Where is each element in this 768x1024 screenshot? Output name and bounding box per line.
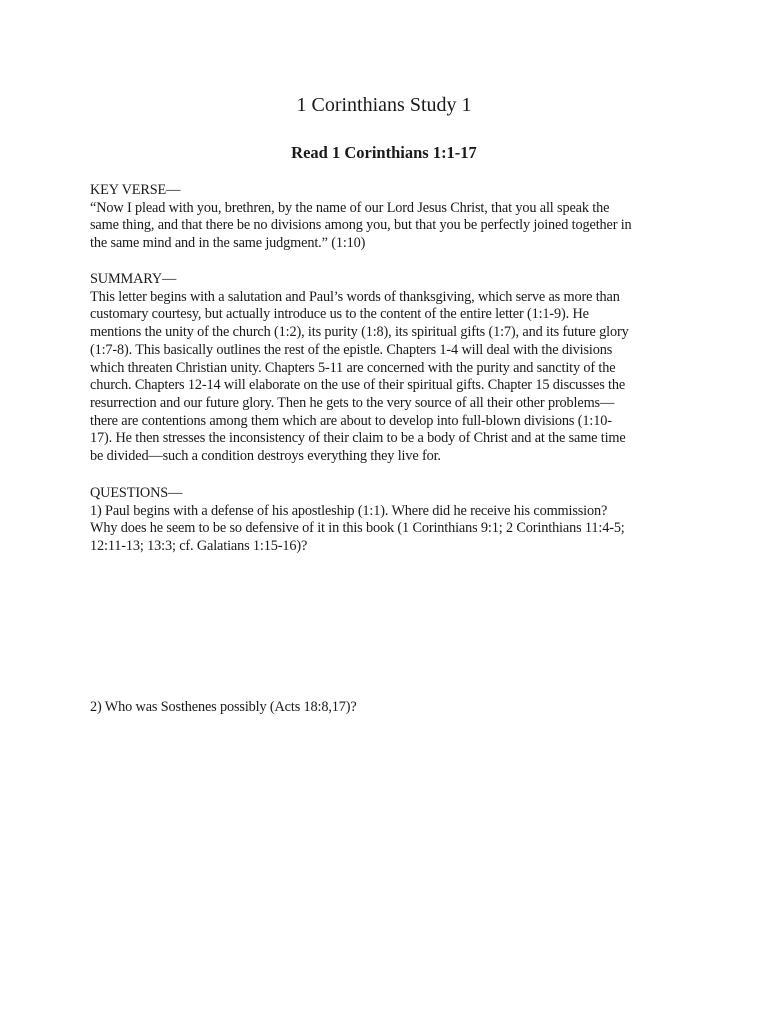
key-verse-section xyxy=(90,182,690,253)
summary-line: church. Chapters 12-14 will elaborate on the use of their spiritual gifts. Chapter 15 discusses the xyxy=(90,377,626,394)
summary-line: (1:7-8). This basically outlines the rest of the epistle. Chapters 1-4 will deal with the divisions xyxy=(90,341,613,358)
key-verse-line: “Now I plead with you, brethren, by the name of our Lord Jesus Christ, that you all speak the xyxy=(90,199,610,216)
summary-line: customary courtesy, but actually introduce us to the content of the entire letter (1:1-9). He xyxy=(90,306,589,323)
question-1-line: 12:11-13; 13:3; cf. Galatians 1:15-16)? xyxy=(90,538,308,555)
key-verse-line: the same mind and in the same judgment.” (1:10) xyxy=(90,235,366,252)
summary-line: mentions the unity of the church (1:2), its purity (1:8), its spiritual gifts (1:7), and its future glory xyxy=(90,324,629,341)
page-subtitle: Read 1 Corinthians 1:1-17 xyxy=(291,143,477,162)
question-1-line: 1) Paul begins with a defense of his apostleship (1:1). Where did he receive his commission? xyxy=(90,502,608,519)
summary-line: 17). He then stresses the inconsistency of their claim to be a body of Christ and at the same time xyxy=(90,430,626,447)
summary-line: be divided—such a condition destroys everything they live for. xyxy=(90,448,441,465)
summary-line: there are contentions among them which are about to develop into full-blown divisions (1:10- xyxy=(90,412,612,429)
summary-line: This letter begins with a salutation and Paul’s words of thanksgiving, which serve as more than xyxy=(90,288,620,305)
summary-section xyxy=(90,271,690,466)
question-1-line: Why does he seem to be so defensive of it in this book (1 Corinthians 9:1; 2 Corinthians 11:4-5; xyxy=(90,520,625,537)
questions-section xyxy=(90,485,690,556)
key-verse-line: same thing, and that there be no divisions among you, but that you be perfectly joined together in xyxy=(90,217,632,234)
questions-heading: QUESTIONS— xyxy=(90,485,183,501)
question-2 xyxy=(90,699,690,717)
key-verse-heading: KEY VERSE— xyxy=(90,182,181,198)
summary-line: resurrection and our future glory. Then he gets to the very source of all their other problems— xyxy=(90,394,615,411)
page-title: 1 Corinthians Study 1 xyxy=(296,94,472,116)
summary-heading: SUMMARY— xyxy=(90,271,177,287)
summary-line: which threaten Christian unity. Chapters 5-11 are concerned with the purity and sanctity of the xyxy=(90,359,616,376)
question-2-text: 2) Who was Sosthenes possibly (Acts 18:8,17)? xyxy=(90,699,357,715)
